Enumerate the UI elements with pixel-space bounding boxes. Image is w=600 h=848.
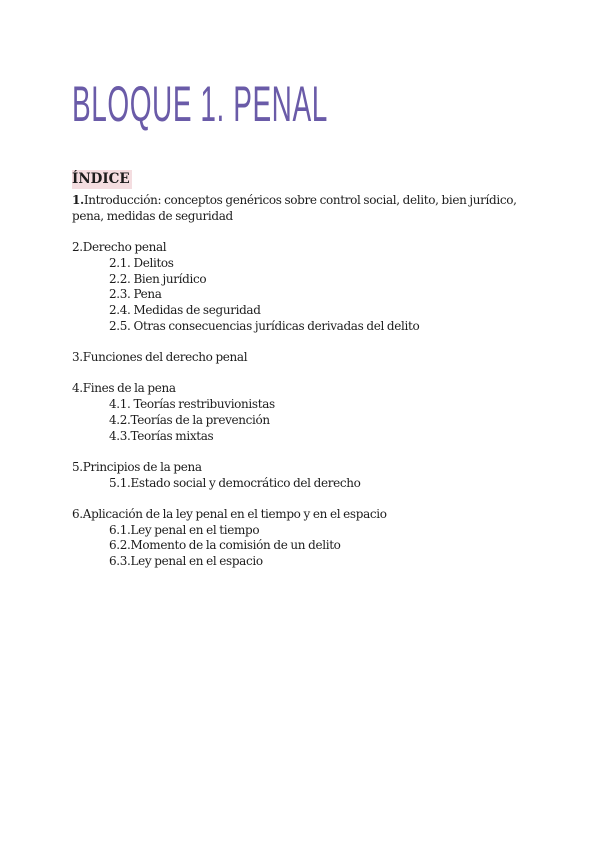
- toc-section-title: 6.Aplicación de la ley penal en el tiempo y en el espacio: [72, 506, 387, 521]
- toc-section-text: Introducción: conceptos genéricos sobre control social, delito, bien jurídico, pena, medidas de seguridad: [72, 193, 517, 223]
- toc-item: 2.5. Otras consecuencias jurídicas derivadas del delito: [109, 318, 420, 333]
- toc-section-5: [72, 460, 532, 491]
- toc-section-title: 5.Principios de la pena: [72, 459, 202, 474]
- toc-section-title: 4.Fines de la pena: [72, 381, 176, 396]
- toc-section-6: [72, 507, 532, 570]
- toc-item: 2.1. Delitos: [109, 255, 174, 270]
- toc-section-number: 1.: [72, 193, 84, 207]
- document-title: BLOQUE 1. PENAL: [72, 76, 328, 132]
- toc-section-1: [72, 193, 532, 224]
- index-heading: ÍNDICE: [72, 171, 130, 187]
- toc-item: 5.1.Estado social y democrático del derecho: [109, 475, 361, 490]
- toc-item: 2.4. Medidas de seguridad: [109, 302, 261, 317]
- toc-item: 4.2.Teorías de la prevención: [109, 412, 270, 427]
- toc-item: 6.1.Ley penal en el tiempo: [109, 522, 260, 537]
- toc-item: 4.1. Teorías restribuvionistas: [109, 397, 275, 412]
- toc-item: 2.3. Pena: [109, 287, 162, 302]
- toc-section-4: [72, 381, 532, 444]
- toc-section-title: 2.Derecho penal: [72, 240, 167, 255]
- toc-section-title: 3.Funciones del derecho penal: [72, 350, 248, 364]
- toc-section-title: [72, 193, 532, 224]
- toc-section-2: [72, 240, 532, 334]
- toc-item: 6.3.Ley penal en el espacio: [109, 554, 263, 569]
- table-of-contents: [72, 193, 532, 585]
- toc-item: 4.3.Teorías mixtas: [109, 428, 214, 443]
- toc-item: 6.2.Momento de la comisión de un delito: [109, 538, 341, 553]
- toc-section-3: [72, 350, 532, 366]
- toc-item: 2.2. Bien jurídico: [109, 271, 207, 286]
